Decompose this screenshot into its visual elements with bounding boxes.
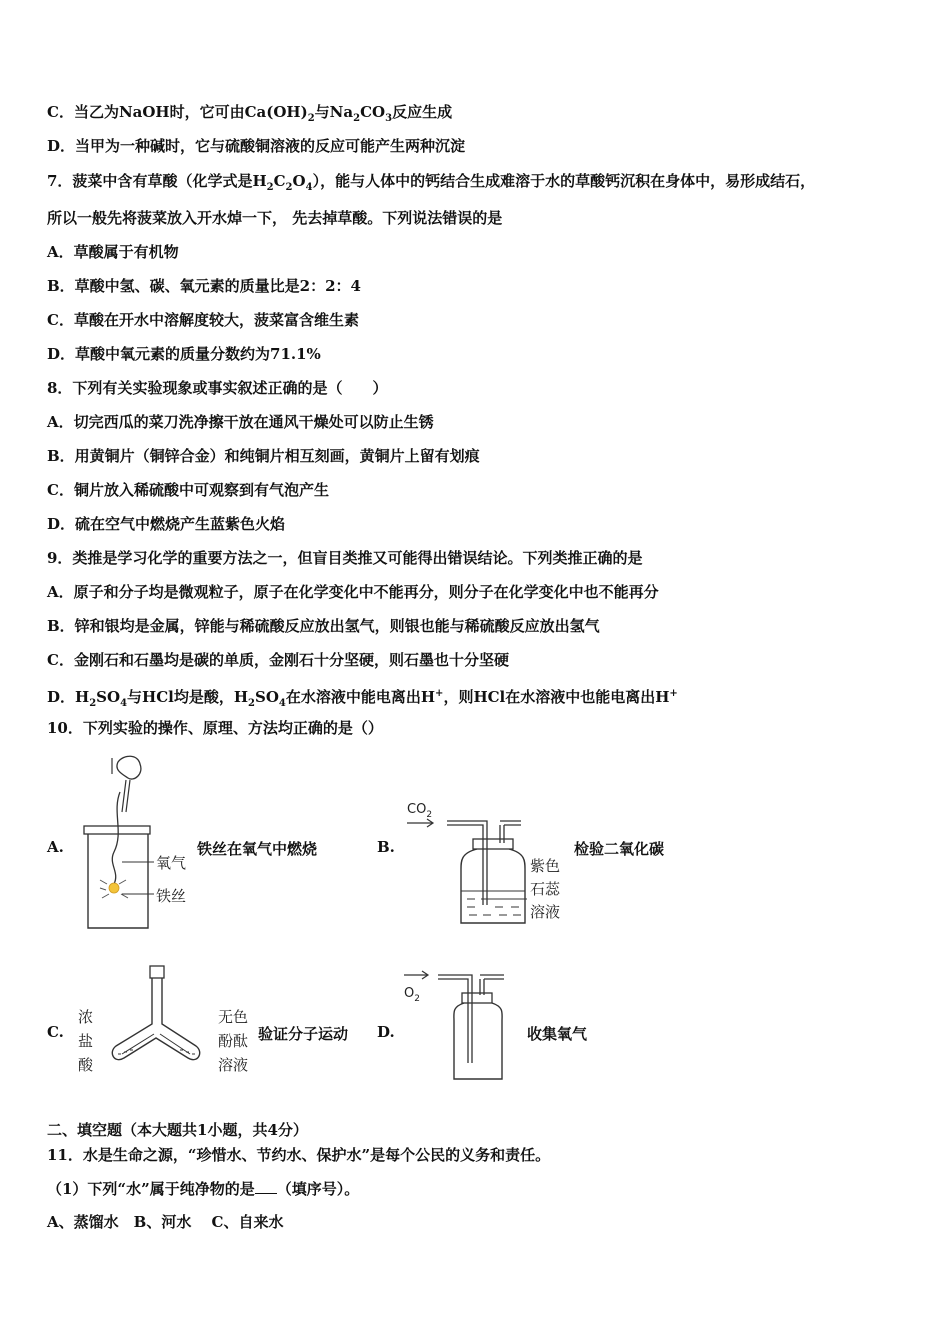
q7-option-a: A．草酸属于有机物 — [47, 243, 179, 261]
label-iron-wire: 铁丝 — [156, 887, 187, 905]
label-phenolphthalein: 酚酞 — [218, 1032, 249, 1050]
q6-option-d: D．当甲为一种碱时，它与硫酸铜溶液的反应可能产生两种沉淀 — [47, 137, 466, 155]
q8-option-d: D．硫在空气中燃烧产生蓝紫色火焰 — [47, 515, 286, 533]
label-conc-1: 浓 — [78, 1008, 94, 1026]
q9-option-c: C．金刚石和石墨均是碳的单质，金刚石十分坚硬，则石墨也十分坚硬 — [47, 651, 509, 669]
label-litmus: 石蕊 — [530, 880, 561, 898]
q11-options: A、蒸馏水 B、河水 C、自来水 — [47, 1213, 284, 1231]
q9-option-b: B．锌和银均是金属，锌能与稀硫酸反应放出氢气，则银也能与稀硫酸反应放出氢气 — [47, 617, 600, 635]
q10-option-c-figure — [74, 960, 259, 1078]
q10-option-b-figure — [405, 795, 575, 930]
label-conc-2: 盐 — [78, 1032, 94, 1050]
q10-option-d-figure — [400, 965, 525, 1083]
q7-stem: 7．菠菜中含有草酸（化学式是$H_2C_2O_4$），能与人体中的钙结合生成难溶于水的草酸钙沉积在身体中，易形成结石， — [47, 172, 816, 193]
q10-option-c-caption: 验证分子运动 — [258, 1025, 349, 1043]
label-conc-3: 酸 — [78, 1056, 94, 1074]
q11-stem: 11．水是生命之源，“珍惜水、节约水、保护水”是每个公民的义务和责任。 — [47, 1146, 551, 1164]
label-o2: $O_2$ — [404, 986, 420, 1004]
label-co2: $CO_2$ — [407, 802, 433, 820]
label-purple: 紫色 — [530, 857, 561, 875]
q10-option-a-figure — [78, 752, 198, 934]
q10-option-b-caption: 检验二氧化碳 — [574, 840, 665, 858]
q10-stem: 10．下列实验的操作、原理、方法均正确的是（） — [47, 719, 383, 737]
q9-option-a: A．原子和分子均是微观粒子，原子在化学变化中不能再分，则分子在化学变化中也不能再分 — [47, 583, 659, 601]
q7-option-d: D．草酸中氧元素的质量分数约为71.1% — [47, 345, 321, 363]
q7-option-c: C．草酸在开水中溶解度较大，菠菜富含维生素 — [47, 311, 359, 329]
blank-underline[interactable] — [255, 1179, 277, 1194]
q10-option-b-letter: B. — [377, 838, 395, 856]
label-colorless: 无色 — [218, 1008, 249, 1026]
q8-stem: 8．下列有关实验现象或事实叙述正确的是（ ） — [47, 379, 388, 397]
label-solution: 溶液 — [530, 903, 561, 921]
q8-option-b: B．用黄铜片（铜锌合金）和纯铜片相互刻画，黄铜片上留有划痕 — [47, 447, 480, 465]
q10-option-a-caption: 铁丝在氧气中燃烧 — [197, 840, 318, 858]
label-oxygen: 氧气 — [156, 854, 187, 872]
hand-icon — [117, 756, 141, 779]
q10-option-c-letter: C. — [47, 1023, 64, 1041]
q10-option-d-caption: 收集氧气 — [527, 1025, 588, 1043]
iron-wire-icon — [112, 792, 120, 884]
flame-icon — [109, 883, 119, 893]
q11-sub1: （1）下列“水”属于纯净物的是 （填序号）。 — [47, 1180, 360, 1198]
q8-option-c: C．铜片放入稀硫酸中可观察到有气泡产生 — [47, 481, 329, 499]
q7-option-b: B．草酸中氢、碳、氧元素的质量比是2：2：4 — [47, 277, 361, 295]
q10-option-d-letter: D. — [377, 1023, 395, 1041]
label-solution-c: 溶液 — [218, 1056, 249, 1074]
q9-option-d: D．$H_2SO_4$与HCl均是酸，$H_2SO_4$在水溶液中能电离出H+，则HCl在水溶液中也能电离出H+ — [47, 688, 678, 709]
q6-option-c: C．当乙为NaOH时，它可由$Ca(OH)_2$与$Na_2CO_3$反应生成 — [47, 103, 453, 124]
q9-stem: 9．类推是学习化学的重要方法之一，但盲目类推又可能得出错误结论。下列类推正确的是 — [47, 549, 643, 567]
arrow-right-icon — [404, 971, 428, 979]
q8-option-a: A．切完西瓜的菜刀洗净擦干放在通风干燥处可以防止生锈 — [47, 413, 434, 431]
q7-stem-line2: 所以一般先将菠菜放入开水焯一下， 先去掉草酸。下列说法错误的是 — [47, 209, 503, 227]
arrow-right-icon — [407, 819, 433, 827]
q10-option-a-letter: A. — [47, 838, 64, 856]
section-title: 二、填空题（本大题共1小题，共4分） — [47, 1121, 308, 1139]
